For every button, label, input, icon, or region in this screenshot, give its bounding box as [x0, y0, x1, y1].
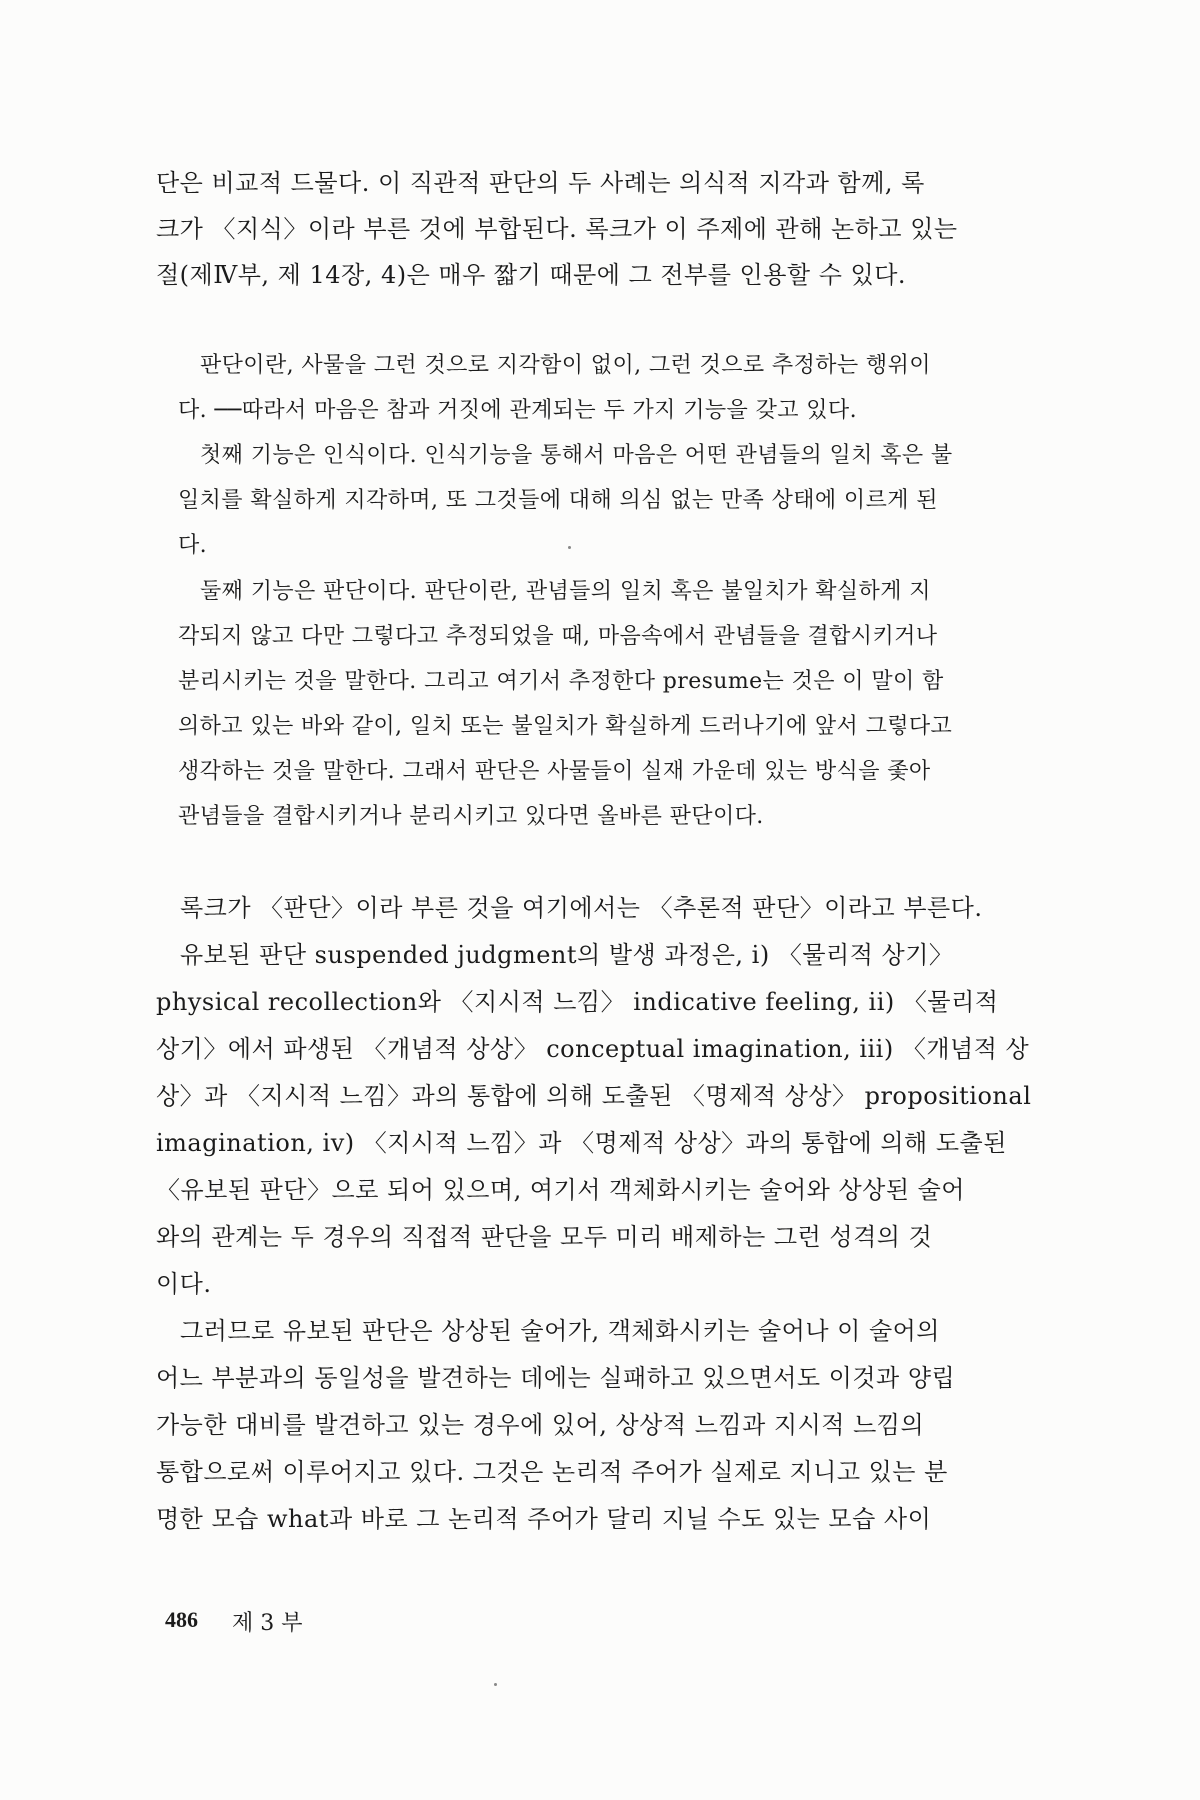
text-line: 절(제Ⅳ부, 제 14장, 4)은 매우 짧기 때문에 그 전부를 인용할 수 있다.: [156, 261, 907, 289]
quote-line: 생각하는 것을 말한다. 그래서 판단은 사물들이 실재 가운데 있는 방식을 좇아: [178, 759, 931, 784]
text-line: imagination, iv) 〈지시적 느낌〉과 〈명제적 상상〉과의 통합에 의해 도출된: [156, 1129, 1007, 1157]
text-line: 단은 비교적 드물다. 이 직관적 판단의 두 사례는 의식적 지각과 함께, 록: [156, 169, 925, 197]
running-footer-part: 제 3 부: [232, 1611, 303, 1636]
text-line: 명한 모습 what과 바로 그 논리적 주어가 달리 지닐 수도 있는 모습 사이: [156, 1505, 932, 1533]
text-line: 상기〉에서 파생된 〈개념적 상상〉 conceptual imagination, iii) 〈개념적 상: [156, 1035, 1030, 1063]
quote-line: 둘째 기능은 판단이다. 판단이란, 관념들의 일치 혹은 불일치가 확실하게 지: [200, 579, 931, 604]
quote-line: 각되지 않고 다만 그렇다고 추정되었을 때, 마음속에서 관념들을 결합시키거나: [178, 624, 938, 649]
quote-line: 다.: [178, 533, 208, 558]
text-line: 유보된 판단 suspended judgment의 발생 과정은, i) 〈물리적 상기〉: [180, 941, 954, 969]
quote-line: 관념들을 결합시키거나 분리시키고 있다면 올바른 판단이다.: [178, 804, 764, 829]
text-line: 와의 관계는 두 경우의 직접적 판단을 모두 미리 배제하는 그런 성격의 것: [156, 1223, 933, 1251]
page-number: 486: [165, 1607, 198, 1632]
quote-line: 첫째 기능은 인식이다. 인식기능을 통해서 마음은 어떤 관념들의 일치 혹은 불: [200, 443, 953, 468]
text-line: 통합으로써 이루어지고 있다. 그것은 논리적 주어가 실제로 지니고 있는 분: [156, 1458, 948, 1486]
text-line: physical recollection와 〈지시적 느낌〉 indicative feeling, ii) 〈물리적: [156, 988, 999, 1016]
quote-line: 판단이란, 사물을 그런 것으로 지각함이 없이, 그런 것으로 추정하는 행위이: [200, 353, 931, 378]
text-line: 그러므로 유보된 판단은 상상된 술어가, 객체화시키는 술어나 이 술어의: [180, 1317, 940, 1345]
text-line: 상〉과 〈지시적 느낌〉과의 통합에 의해 도출된 〈명제적 상상〉 propositional: [156, 1082, 1032, 1110]
quote-line: 일치를 확실하게 지각하며, 또 그것들에 대해 의심 없는 만족 상태에 이르게 된: [178, 488, 938, 513]
quote-line: 분리시키는 것을 말한다. 그리고 여기서 추정한다 presume는 것은 이 말이 함: [178, 669, 944, 694]
text-line: 크가 〈지식〉이라 부른 것에 부합된다. 록크가 이 주제에 관해 논하고 있는: [156, 215, 958, 243]
scan-speck: [568, 546, 571, 549]
text-line: 가능한 대비를 발견하고 있는 경우에 있어, 상상적 느낌과 지시적 느낌의: [156, 1411, 925, 1439]
quote-line: 다. ──따라서 마음은 참과 거짓에 관계되는 두 가지 기능을 갖고 있다.: [178, 398, 857, 423]
quote-line: 의하고 있는 바와 같이, 일치 또는 불일치가 확실하게 드러나기에 앞서 그렇다고: [178, 714, 953, 739]
text-line: 어느 부분과의 동일성을 발견하는 데에는 실패하고 있으면서도 이것과 양립: [156, 1364, 956, 1392]
text-line: 록크가 〈판단〉이라 부른 것을 여기에서는 〈추론적 판단〉이라고 부른다.: [180, 894, 983, 922]
scan-speck: [494, 1683, 497, 1686]
text-line: 〈유보된 판단〉으로 되어 있으며, 여기서 객체화시키는 술어와 상상된 술어: [156, 1176, 965, 1204]
text-line: 이다.: [156, 1270, 212, 1298]
